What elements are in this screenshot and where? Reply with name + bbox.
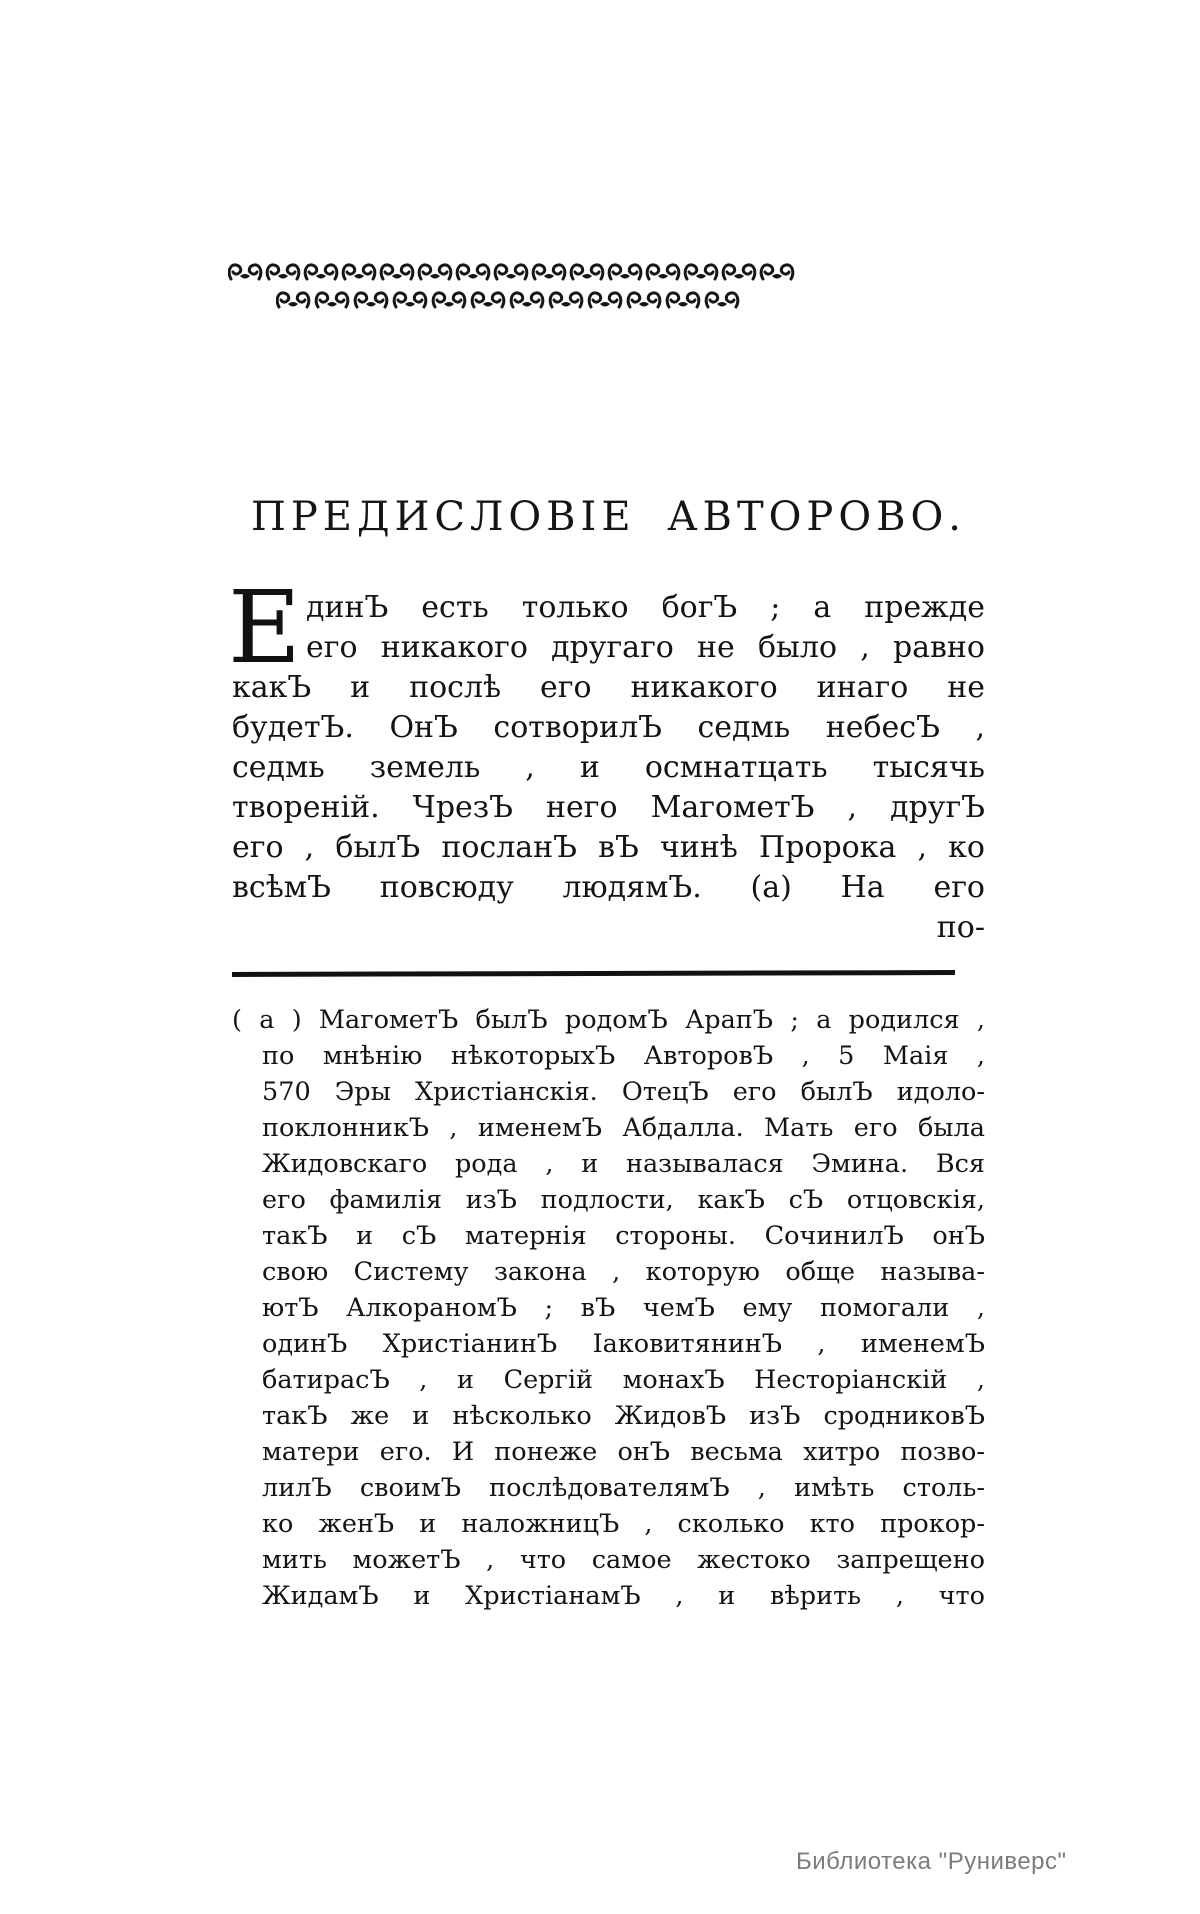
footnote-line: батирасЪ , и Сергій монахЪ Несторіанскій , xyxy=(262,1365,985,1395)
footnote-line: 570 Эры Христіанскія. ОтецЪ его былЪ идоло- xyxy=(262,1077,985,1107)
fleuron-row-icon xyxy=(276,288,746,314)
fleuron-ornament-band xyxy=(228,260,828,318)
footnote-line: мить можетЪ , что самое жестоко запрещено xyxy=(262,1545,985,1575)
catchword-line: по- xyxy=(936,910,985,945)
footnote-line: поклонникЪ , именемЪ Абдалла. Мать его была xyxy=(262,1113,985,1143)
footnote-line: по мнѣнію нѣкоторыхЪ АвторовЪ , 5 Маія , xyxy=(262,1041,985,1071)
body-line: будетЪ. ОнЪ сотворилЪ седмь небесЪ , xyxy=(232,710,985,745)
body-line: седмь земель , и осмнатцать тысячь xyxy=(232,750,985,785)
footnote-line: такЪ и сЪ матернія стороны. СочинилЪ онЪ xyxy=(262,1221,985,1251)
footnote-line: Жидовскаго рода , и называлася Эмина. Вся xyxy=(262,1149,985,1179)
footnote xyxy=(232,1002,985,1614)
footnote-line: его фамилія изЪ подлости, какЪ сЪ отцовскія, xyxy=(262,1185,985,1215)
footnote-line: ( а ) МагометЪ былЪ родомЪ АрапЪ ; а родился , xyxy=(232,1005,985,1035)
footnote-line: ко женЪ и наложницЪ , сколько кто прокор- xyxy=(262,1509,985,1539)
drop-cap: Е xyxy=(228,569,301,686)
footnote-line: свою Систему закона , которую обще называ- xyxy=(262,1257,985,1287)
body-line: динЪ есть только богЪ ; а прежде xyxy=(306,590,985,625)
footnote-line: ЖидамЪ и ХристіанамЪ , и вѣрить , что xyxy=(262,1581,985,1611)
footnote-line: матери его. И понеже онЪ весьма хитро позво- xyxy=(262,1437,985,1467)
footnote-line: ютЪ АлкораномЪ ; вЪ чемЪ ему помогали , xyxy=(262,1293,985,1323)
main-paragraph xyxy=(228,569,985,948)
body-line: какЪ и послѣ его никакого инаго не xyxy=(232,670,985,705)
page-title: ПРЕДИСЛОВІЕ АВТОРОВО. xyxy=(250,494,967,540)
footnote-divider xyxy=(232,970,955,977)
footnote-line: одинЪ ХристіанинЪ ІаковитянинЪ , именемЪ xyxy=(262,1329,985,1359)
body-line: всѣмЪ повсюду людямЪ. (а) На его xyxy=(232,870,985,905)
footnote-line: такЪ же и нѣсколько ЖидовЪ изЪ сродниковЪ xyxy=(262,1401,985,1431)
library-watermark: Библиотека "Руниверс" xyxy=(796,1848,1067,1875)
fleuron-row-icon xyxy=(228,260,798,286)
body-line: твореній. ЧрезЪ него МагометЪ , другЪ xyxy=(232,790,985,825)
body-line: его никакого другаго не было , равно xyxy=(306,630,985,665)
footnote-line: лилЪ своимЪ послѣдователямЪ , имѣть столь- xyxy=(262,1473,985,1503)
body-line: его , былЪ посланЪ вЪ чинѣ Пророка , ко xyxy=(232,830,985,865)
